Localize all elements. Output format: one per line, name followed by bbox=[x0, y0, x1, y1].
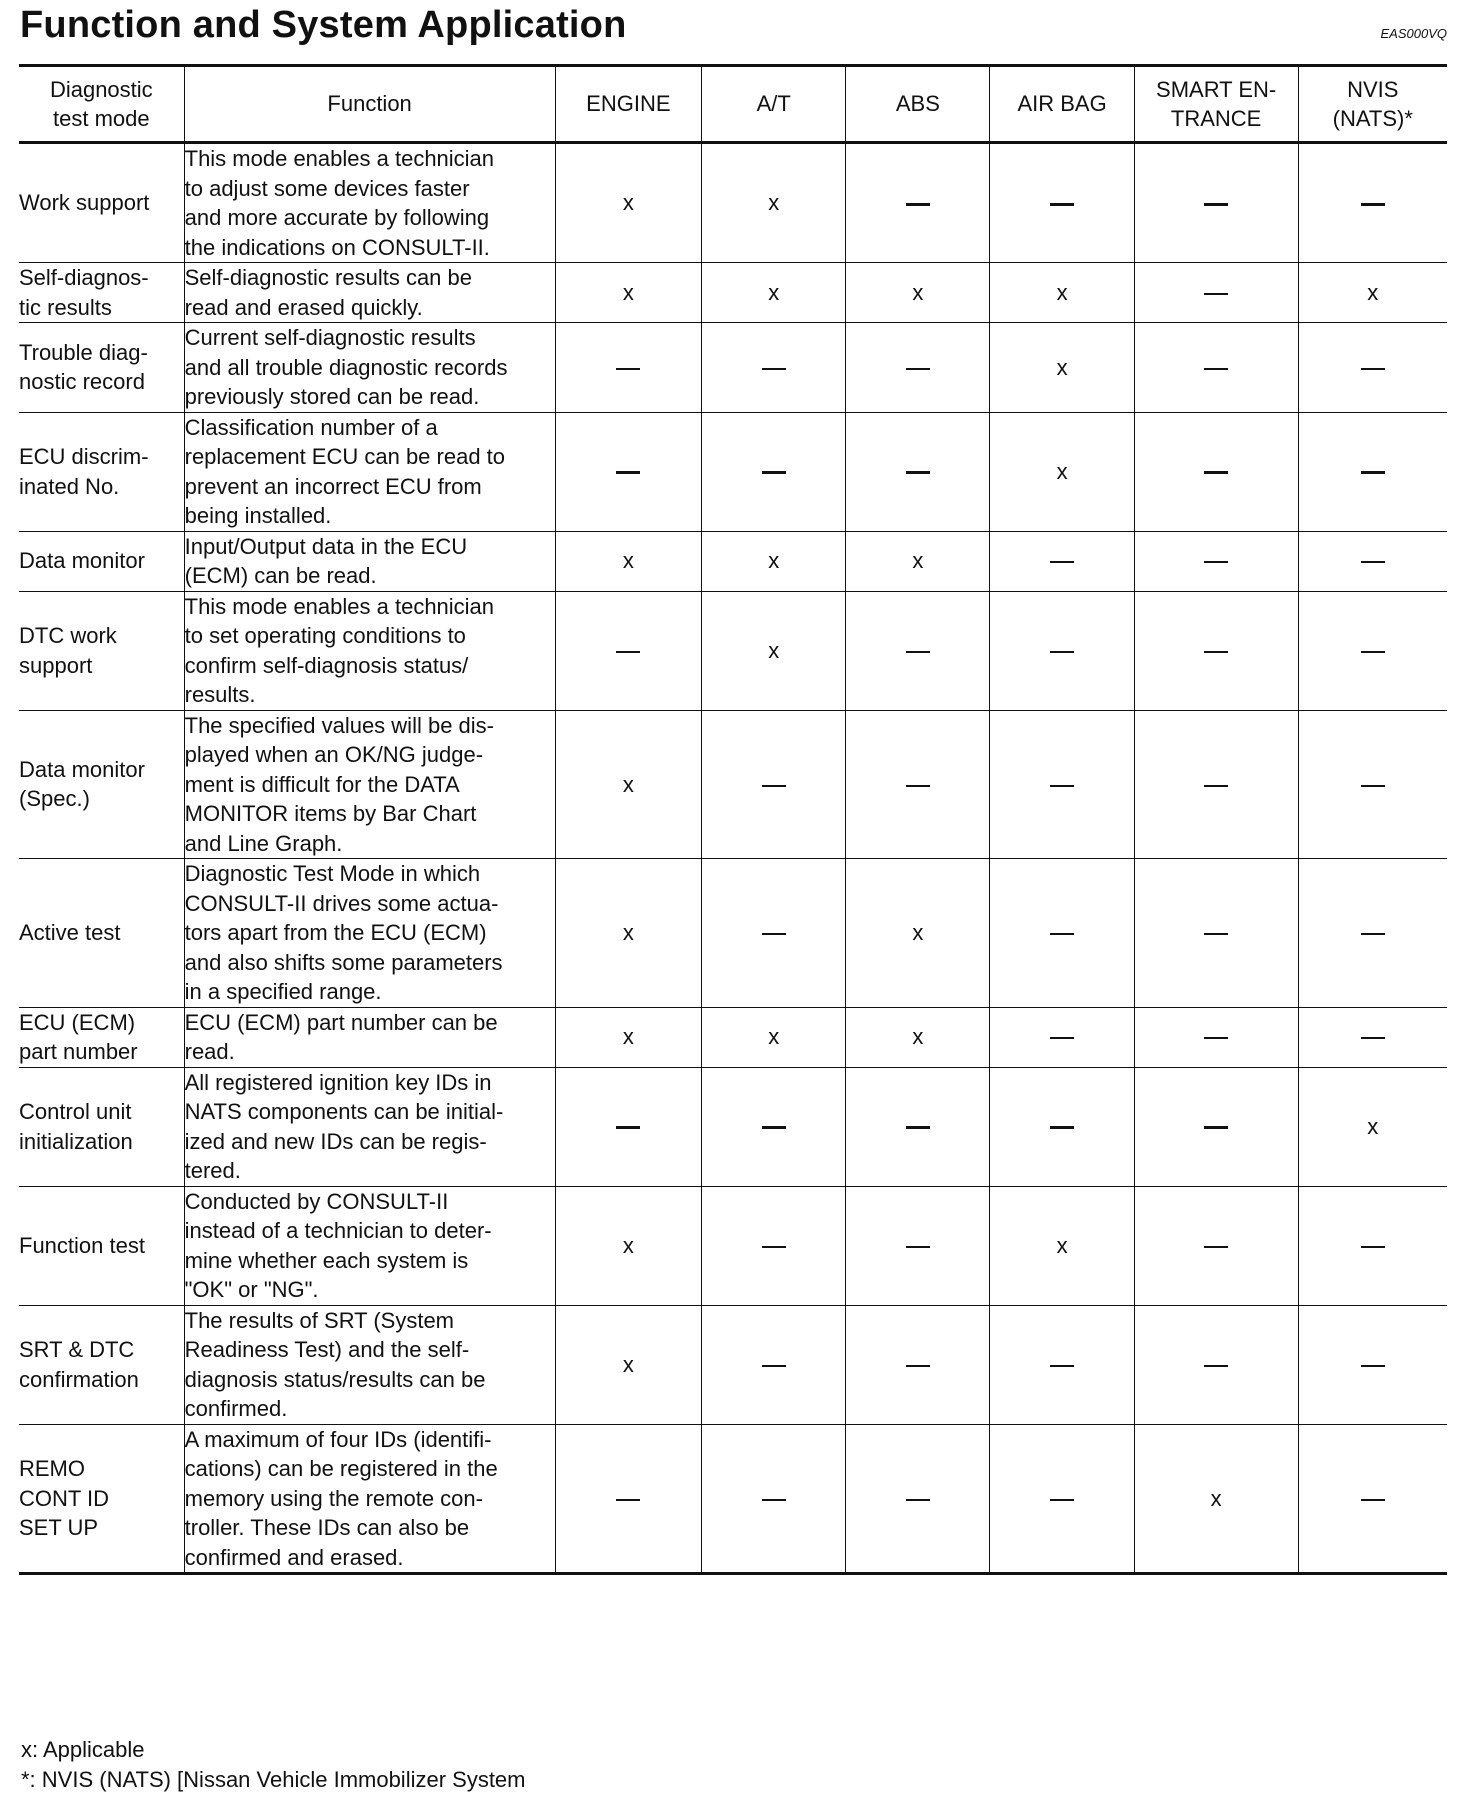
mode-line: ECU (ECM) bbox=[19, 1009, 136, 1035]
applicability-cell-at bbox=[702, 1007, 846, 1067]
not-applicable-dash bbox=[1204, 1365, 1228, 1367]
header-line: SMART EN- bbox=[1156, 76, 1277, 102]
not-applicable-dash bbox=[906, 1499, 930, 1501]
function-line: Diagnostic Test Mode in which bbox=[184, 861, 481, 886]
not-applicable-dash bbox=[906, 368, 930, 370]
mode-line: Data monitor bbox=[19, 756, 145, 782]
applicability-cell-engine bbox=[555, 1067, 702, 1186]
applicability-cell-at bbox=[702, 1424, 846, 1574]
function-line: to adjust some devices faster bbox=[184, 175, 470, 201]
function-line: the indications on CONSULT-II. bbox=[184, 234, 490, 260]
table-row bbox=[19, 1305, 1447, 1424]
not-applicable-dash bbox=[1204, 1037, 1228, 1039]
applicability-cell-nvis-nats bbox=[1298, 1305, 1447, 1424]
function-line: read and erased quickly. bbox=[184, 294, 423, 320]
function-description-cell bbox=[184, 1186, 555, 1305]
applicability-cell-air-bag bbox=[990, 1007, 1134, 1067]
not-applicable-dash bbox=[1361, 933, 1385, 935]
mode-line: part number bbox=[19, 1039, 138, 1064]
function-line: This mode enables a technician bbox=[184, 593, 495, 619]
not-applicable-dash bbox=[1361, 1246, 1385, 1248]
function-line: results. bbox=[184, 682, 256, 707]
function-line: previously stored can be read. bbox=[184, 384, 480, 409]
function-line: instead of a technician to deter- bbox=[184, 1218, 492, 1243]
applicable-mark: x bbox=[622, 771, 634, 797]
not-applicable-dash bbox=[906, 1365, 930, 1367]
not-applicable-dash bbox=[762, 1246, 786, 1248]
applicability-cell-engine bbox=[555, 1186, 702, 1305]
applicable-mark: x bbox=[912, 1024, 924, 1050]
table-row bbox=[19, 412, 1447, 531]
function-description-cell bbox=[184, 591, 555, 710]
applicability-cell-abs bbox=[846, 1186, 990, 1305]
applicability-cell-at bbox=[702, 710, 846, 859]
applicability-cell-smart-entrance bbox=[1134, 1067, 1298, 1186]
not-applicable-dash bbox=[906, 1246, 930, 1248]
applicable-mark: x bbox=[1367, 1113, 1379, 1139]
function-line: The specified values will be dis- bbox=[184, 712, 494, 738]
applicability-cell-engine bbox=[555, 323, 702, 413]
header-abs bbox=[846, 66, 990, 143]
function-line: Readiness Test) and the self- bbox=[184, 1337, 470, 1362]
table-row bbox=[19, 1424, 1447, 1574]
mode-line: support bbox=[19, 652, 93, 678]
applicable-mark: x bbox=[1367, 279, 1379, 305]
applicability-cell-abs bbox=[846, 710, 990, 859]
not-applicable-dash bbox=[1050, 1037, 1074, 1039]
mode-line: tic results bbox=[19, 294, 112, 320]
mode-line: Function test bbox=[19, 1232, 145, 1258]
function-line: confirmed. bbox=[184, 1396, 288, 1421]
diagnostic-mode-cell bbox=[19, 1067, 184, 1186]
applicability-cell-abs bbox=[846, 1305, 990, 1424]
function-description-cell bbox=[184, 1067, 555, 1186]
applicability-cell-air-bag bbox=[990, 710, 1134, 859]
not-applicable-dash bbox=[1361, 785, 1385, 787]
function-line: Current self-diagnostic results bbox=[184, 325, 476, 350]
not-applicable-dash bbox=[616, 368, 640, 370]
function-line: and also shifts some parameters bbox=[184, 949, 503, 975]
diagnostic-mode-cell bbox=[19, 412, 184, 531]
function-line: ECU (ECM) part number can be bbox=[184, 1009, 498, 1035]
not-applicable-dash bbox=[1361, 1499, 1385, 1501]
function-line: in a specified range. bbox=[184, 979, 382, 1004]
diagnostic-mode-cell bbox=[19, 263, 184, 323]
function-line: confirmed and erased. bbox=[184, 1544, 404, 1570]
function-description-cell bbox=[184, 143, 555, 263]
applicable-mark: x bbox=[622, 920, 634, 945]
table-row bbox=[19, 859, 1447, 1008]
applicable-mark: x bbox=[1056, 279, 1068, 305]
header-at bbox=[702, 66, 846, 143]
function-description-cell bbox=[184, 531, 555, 591]
function-description-cell bbox=[184, 323, 555, 413]
not-applicable-dash bbox=[762, 933, 786, 935]
not-applicable-dash bbox=[1050, 651, 1074, 653]
not-applicable-dash bbox=[906, 651, 930, 653]
function-line: mine whether each system is bbox=[184, 1247, 469, 1273]
mode-line: inated No. bbox=[19, 473, 120, 499]
applicability-cell-abs bbox=[846, 323, 990, 413]
applicability-cell-engine bbox=[555, 412, 702, 531]
not-applicable-dash bbox=[1050, 1126, 1074, 1129]
applicability-cell-nvis-nats bbox=[1298, 710, 1447, 859]
table-body bbox=[19, 143, 1447, 1574]
not-applicable-dash bbox=[616, 471, 640, 474]
diagnostic-mode-cell bbox=[19, 591, 184, 710]
mode-line: Self-diagnos- bbox=[19, 265, 149, 290]
applicable-mark: x bbox=[912, 920, 924, 945]
applicability-cell-smart-entrance bbox=[1134, 859, 1298, 1008]
not-applicable-dash bbox=[762, 1126, 786, 1129]
not-applicable-dash bbox=[616, 651, 640, 653]
not-applicable-dash bbox=[1204, 368, 1228, 370]
footnotes bbox=[21, 1735, 526, 1795]
applicable-mark: x bbox=[912, 279, 924, 305]
applicability-cell-abs bbox=[846, 859, 990, 1008]
function-line: "OK" or "NG". bbox=[184, 1277, 319, 1302]
header-line: NVIS bbox=[1347, 76, 1399, 102]
not-applicable-dash bbox=[1050, 1499, 1074, 1501]
applicability-cell-air-bag bbox=[990, 591, 1134, 710]
not-applicable-dash bbox=[762, 1499, 786, 1501]
applicability-cell-air-bag bbox=[990, 1305, 1134, 1424]
not-applicable-dash bbox=[1361, 1037, 1385, 1039]
applicability-cell-at bbox=[702, 1186, 846, 1305]
mode-line: initialization bbox=[19, 1128, 133, 1154]
applicability-cell-smart-entrance bbox=[1134, 531, 1298, 591]
header-line: TRANCE bbox=[1170, 106, 1262, 131]
not-applicable-dash bbox=[1050, 1365, 1074, 1367]
not-applicable-dash bbox=[1204, 651, 1228, 653]
applicability-cell-smart-entrance bbox=[1134, 1007, 1298, 1067]
diagnostic-mode-cell bbox=[19, 710, 184, 859]
mode-line: Control unit bbox=[19, 1099, 132, 1124]
function-line: (ECM) can be read. bbox=[184, 563, 377, 588]
mode-line: (Spec.) bbox=[19, 786, 90, 812]
applicability-cell-abs bbox=[846, 1067, 990, 1186]
function-line: cations) can be registered in the bbox=[184, 1456, 498, 1481]
table-header-row bbox=[19, 66, 1447, 143]
mode-line: REMO bbox=[19, 1456, 85, 1481]
not-applicable-dash bbox=[762, 471, 786, 474]
function-line: replacement ECU can be read to bbox=[184, 444, 506, 469]
function-line: MONITOR items by Bar Chart bbox=[184, 801, 477, 826]
applicable-mark: x bbox=[622, 190, 634, 216]
applicability-cell-smart-entrance bbox=[1134, 1186, 1298, 1305]
function-description-cell bbox=[184, 1305, 555, 1424]
applicability-cell-engine bbox=[555, 531, 702, 591]
document-code: EAS000VQ bbox=[1380, 26, 1447, 41]
mode-line: Data monitor bbox=[19, 548, 145, 574]
applicability-cell-nvis-nats bbox=[1298, 591, 1447, 710]
applicability-cell-air-bag bbox=[990, 859, 1134, 1008]
table-row bbox=[19, 710, 1447, 859]
function-line: memory using the remote con- bbox=[184, 1485, 483, 1511]
not-applicable-dash bbox=[1204, 203, 1228, 206]
applicability-cell-air-bag bbox=[990, 143, 1134, 263]
not-applicable-dash bbox=[762, 368, 786, 370]
not-applicable-dash bbox=[1361, 1365, 1385, 1367]
applicable-mark: x bbox=[622, 279, 634, 305]
applicability-cell-nvis-nats bbox=[1298, 531, 1447, 591]
function-line: and Line Graph. bbox=[184, 830, 343, 856]
applicable-mark: x bbox=[1056, 1232, 1068, 1258]
applicable-mark: x bbox=[1210, 1485, 1222, 1511]
applicable-mark: x bbox=[1056, 354, 1068, 380]
not-applicable-dash bbox=[1204, 293, 1228, 295]
applicability-cell-nvis-nats bbox=[1298, 1424, 1447, 1574]
applicable-mark: x bbox=[768, 279, 780, 305]
table-row bbox=[19, 323, 1447, 413]
applicability-cell-air-bag bbox=[990, 412, 1134, 531]
footnote-nvis: *: NVIS (NATS) [Nissan Vehicle Immobilizer System bbox=[21, 1767, 526, 1792]
function-line: to set operating conditions to bbox=[184, 623, 466, 648]
diagnostic-mode-cell bbox=[19, 1186, 184, 1305]
applicability-cell-nvis-nats bbox=[1298, 143, 1447, 263]
table-row bbox=[19, 1067, 1447, 1186]
applicability-cell-abs bbox=[846, 531, 990, 591]
function-line: CONSULT-II drives some actua- bbox=[184, 890, 499, 916]
not-applicable-dash bbox=[1204, 561, 1228, 563]
mode-line: DTC work bbox=[19, 623, 117, 648]
mode-line: Work support bbox=[19, 190, 150, 216]
applicable-mark: x bbox=[768, 637, 780, 663]
header-smart-entrance bbox=[1134, 66, 1298, 143]
function-line: confirm self-diagnosis status/ bbox=[184, 652, 469, 678]
applicable-mark: x bbox=[768, 1024, 780, 1050]
function-line: The results of SRT (System bbox=[184, 1307, 455, 1333]
applicability-cell-abs bbox=[846, 1007, 990, 1067]
not-applicable-dash bbox=[1050, 561, 1074, 563]
not-applicable-dash bbox=[616, 1499, 640, 1501]
applicability-cell-air-bag bbox=[990, 1067, 1134, 1186]
header-diagnostic-test-mode bbox=[19, 66, 184, 143]
function-application-table bbox=[19, 64, 1447, 1575]
mode-line: SET UP bbox=[19, 1515, 99, 1540]
function-description-cell bbox=[184, 1007, 555, 1067]
header-line: Diagnostic bbox=[49, 76, 153, 102]
header-line: AIR BAG bbox=[1017, 91, 1107, 117]
mode-line: confirmation bbox=[19, 1366, 139, 1392]
table-row bbox=[19, 1007, 1447, 1067]
applicability-cell-smart-entrance bbox=[1134, 323, 1298, 413]
applicable-mark: x bbox=[768, 548, 780, 574]
applicable-mark: x bbox=[1056, 458, 1068, 484]
function-description-cell bbox=[184, 710, 555, 859]
diagnostic-mode-cell bbox=[19, 531, 184, 591]
not-applicable-dash bbox=[762, 1365, 786, 1367]
not-applicable-dash bbox=[1204, 785, 1228, 787]
applicability-cell-nvis-nats bbox=[1298, 859, 1447, 1008]
applicability-cell-nvis-nats bbox=[1298, 323, 1447, 413]
function-line: Conducted by CONSULT-II bbox=[184, 1188, 449, 1214]
table-row bbox=[19, 263, 1447, 323]
not-applicable-dash bbox=[1361, 368, 1385, 370]
applicability-cell-smart-entrance bbox=[1134, 710, 1298, 859]
header-engine bbox=[555, 66, 702, 143]
applicability-cell-smart-entrance bbox=[1134, 1305, 1298, 1424]
mode-line: Active test bbox=[19, 920, 121, 945]
applicability-cell-smart-entrance bbox=[1134, 1424, 1298, 1574]
diagnostic-mode-cell bbox=[19, 859, 184, 1008]
function-line: tors apart from the ECU (ECM) bbox=[184, 920, 487, 945]
not-applicable-dash bbox=[1361, 651, 1385, 653]
table-row bbox=[19, 591, 1447, 710]
applicability-cell-engine bbox=[555, 859, 702, 1008]
mode-line: SRT & DTC bbox=[19, 1337, 135, 1362]
function-line: read. bbox=[184, 1039, 235, 1064]
header-air-bag bbox=[990, 66, 1134, 143]
mode-line: nostic record bbox=[19, 369, 145, 395]
table-row bbox=[19, 1186, 1447, 1305]
function-line: ment is difficult for the DATA bbox=[184, 771, 460, 797]
applicability-cell-at bbox=[702, 531, 846, 591]
applicable-mark: x bbox=[912, 548, 924, 574]
function-line: and all trouble diagnostic records bbox=[184, 354, 508, 380]
applicability-cell-nvis-nats bbox=[1298, 1007, 1447, 1067]
mode-line: ECU discrim- bbox=[19, 444, 149, 469]
applicability-cell-nvis-nats bbox=[1298, 412, 1447, 531]
not-applicable-dash bbox=[1050, 785, 1074, 787]
applicability-cell-at bbox=[702, 263, 846, 323]
applicable-mark: x bbox=[622, 1351, 634, 1377]
applicability-cell-at bbox=[702, 1067, 846, 1186]
function-line: diagnosis status/results can be bbox=[184, 1366, 486, 1392]
applicability-cell-air-bag bbox=[990, 531, 1134, 591]
footnote-applicable: x: Applicable bbox=[21, 1737, 145, 1762]
not-applicable-dash bbox=[906, 1126, 930, 1129]
function-description-cell bbox=[184, 1424, 555, 1574]
applicability-cell-engine bbox=[555, 1007, 702, 1067]
function-line: troller. These IDs can also be bbox=[184, 1515, 470, 1540]
applicability-cell-at bbox=[702, 859, 846, 1008]
applicability-cell-at bbox=[702, 143, 846, 263]
not-applicable-dash bbox=[1361, 471, 1385, 474]
applicability-cell-smart-entrance bbox=[1134, 143, 1298, 263]
header-nvis-nats bbox=[1298, 66, 1447, 143]
applicable-mark: x bbox=[622, 1024, 634, 1050]
applicable-mark: x bbox=[768, 190, 780, 216]
not-applicable-dash bbox=[1361, 561, 1385, 563]
diagnostic-mode-cell bbox=[19, 1424, 184, 1574]
mode-line: Trouble diag- bbox=[19, 339, 148, 365]
not-applicable-dash bbox=[906, 471, 930, 474]
function-line: Input/Output data in the ECU bbox=[184, 533, 468, 559]
applicability-cell-engine bbox=[555, 263, 702, 323]
applicability-cell-engine bbox=[555, 1305, 702, 1424]
function-description-cell bbox=[184, 859, 555, 1008]
function-line: NATS components can be initial- bbox=[184, 1099, 504, 1124]
applicability-cell-at bbox=[702, 323, 846, 413]
header-line: ABS bbox=[895, 91, 940, 117]
applicability-cell-abs bbox=[846, 263, 990, 323]
applicability-cell-air-bag bbox=[990, 1424, 1134, 1574]
page-title: Function and System Application bbox=[20, 4, 627, 46]
function-line: Self-diagnostic results can be bbox=[184, 265, 472, 290]
diagnostic-mode-cell bbox=[19, 1007, 184, 1067]
applicability-cell-abs bbox=[846, 591, 990, 710]
not-applicable-dash bbox=[1361, 203, 1385, 206]
table-row bbox=[19, 531, 1447, 591]
function-line: played when an OK/NG judge- bbox=[184, 742, 484, 767]
applicability-cell-at bbox=[702, 591, 846, 710]
header-function: Function bbox=[184, 66, 555, 143]
function-description-cell bbox=[184, 263, 555, 323]
applicability-cell-air-bag bbox=[990, 263, 1134, 323]
applicability-cell-engine bbox=[555, 143, 702, 263]
applicability-cell-nvis-nats bbox=[1298, 1067, 1447, 1186]
diagnostic-mode-cell bbox=[19, 143, 184, 263]
function-description-cell bbox=[184, 412, 555, 531]
function-line: ized and new IDs can be regis- bbox=[184, 1128, 487, 1154]
table-row bbox=[19, 143, 1447, 263]
applicability-cell-air-bag bbox=[990, 323, 1134, 413]
function-line: All registered ignition key IDs in bbox=[184, 1069, 492, 1095]
applicability-cell-abs bbox=[846, 143, 990, 263]
not-applicable-dash bbox=[1204, 933, 1228, 935]
not-applicable-dash bbox=[616, 1126, 640, 1129]
not-applicable-dash bbox=[1050, 203, 1074, 206]
applicability-cell-engine bbox=[555, 1424, 702, 1574]
not-applicable-dash bbox=[762, 785, 786, 787]
applicability-cell-smart-entrance bbox=[1134, 263, 1298, 323]
diagnostic-mode-cell bbox=[19, 1305, 184, 1424]
function-line: and more accurate by following bbox=[184, 205, 490, 230]
applicability-cell-air-bag bbox=[990, 1186, 1134, 1305]
not-applicable-dash bbox=[1204, 1126, 1228, 1129]
applicability-cell-abs bbox=[846, 1424, 990, 1574]
applicability-cell-engine bbox=[555, 710, 702, 859]
applicable-mark: x bbox=[622, 1232, 634, 1258]
function-line: Classification number of a bbox=[184, 414, 438, 440]
applicable-mark: x bbox=[622, 548, 634, 574]
header-line: test mode bbox=[53, 106, 150, 131]
not-applicable-dash bbox=[1204, 471, 1228, 474]
header-line: ENGINE bbox=[586, 91, 671, 117]
applicability-cell-smart-entrance bbox=[1134, 412, 1298, 531]
applicability-cell-at bbox=[702, 1305, 846, 1424]
header-line: (NATS)* bbox=[1332, 106, 1413, 131]
applicability-cell-smart-entrance bbox=[1134, 591, 1298, 710]
function-line: This mode enables a technician bbox=[184, 146, 495, 171]
diagnostic-mode-cell bbox=[19, 323, 184, 413]
mode-line: CONT ID bbox=[19, 1485, 110, 1511]
applicability-cell-nvis-nats bbox=[1298, 263, 1447, 323]
function-line: tered. bbox=[184, 1158, 241, 1183]
header-line: A/T bbox=[756, 91, 791, 117]
applicability-cell-engine bbox=[555, 591, 702, 710]
not-applicable-dash bbox=[906, 785, 930, 787]
applicability-cell-abs bbox=[846, 412, 990, 531]
function-line: prevent an incorrect ECU from bbox=[184, 473, 482, 499]
not-applicable-dash bbox=[906, 203, 930, 206]
applicability-cell-at bbox=[702, 412, 846, 531]
not-applicable-dash bbox=[1204, 1246, 1228, 1248]
function-line: being installed. bbox=[184, 503, 332, 528]
applicability-cell-nvis-nats bbox=[1298, 1186, 1447, 1305]
not-applicable-dash bbox=[1050, 933, 1074, 935]
function-line: A maximum of four IDs (identifi- bbox=[184, 1426, 492, 1452]
